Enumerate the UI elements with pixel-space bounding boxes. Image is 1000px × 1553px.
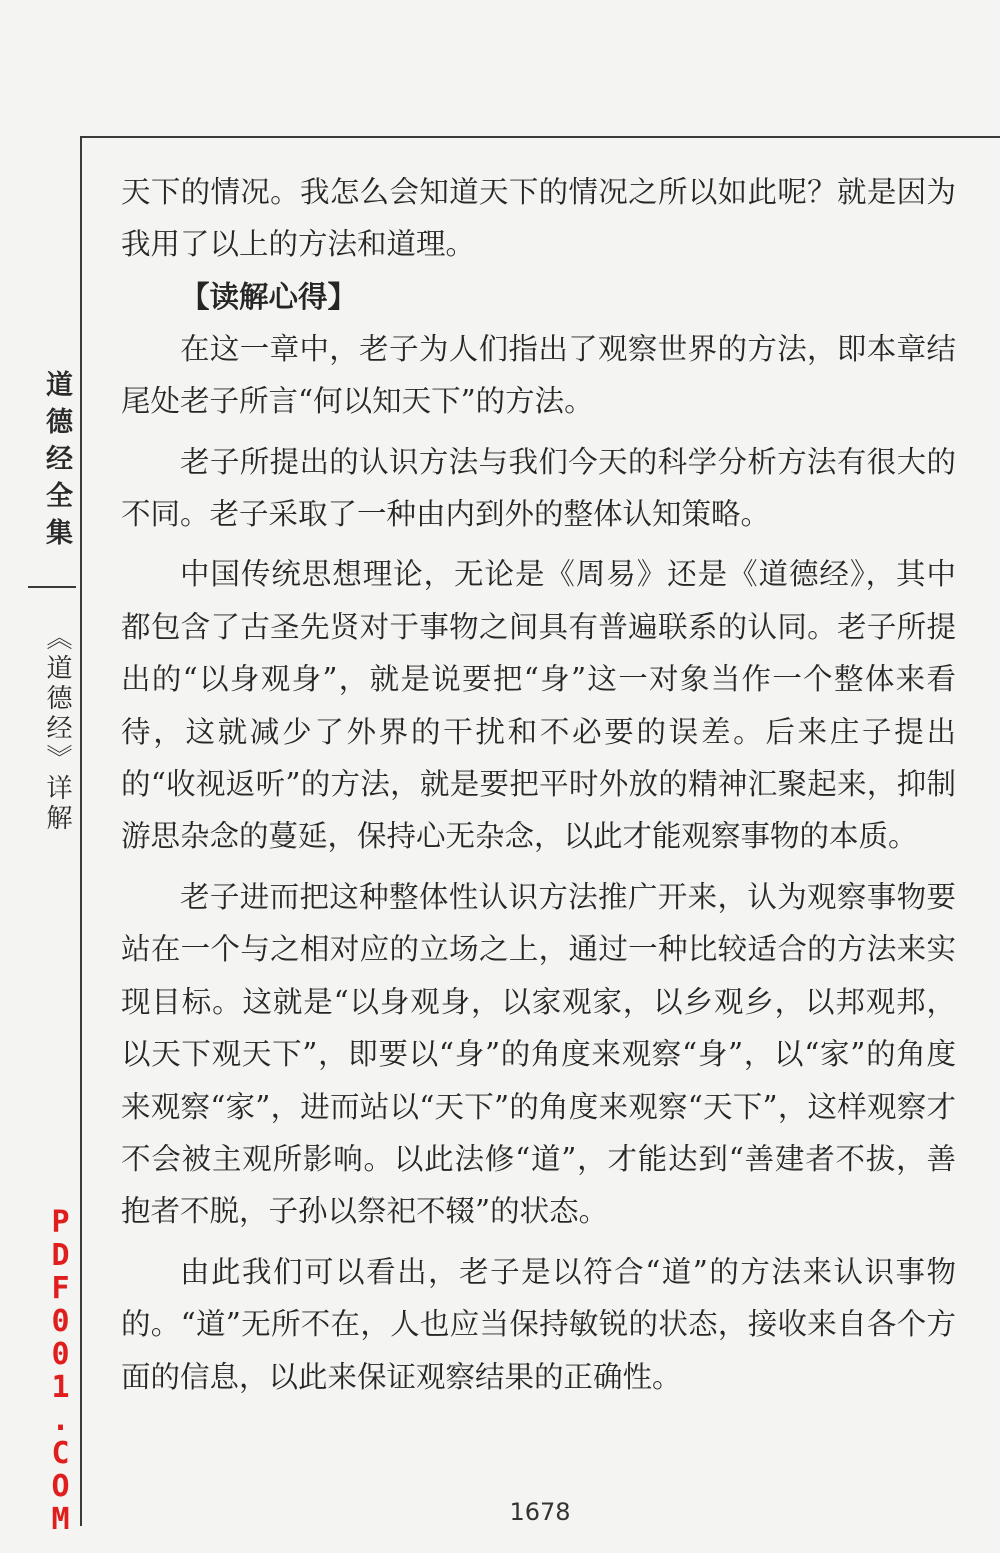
running-section-title: 《道德经》详解	[42, 624, 72, 834]
body-paragraph: 在这一章中，老子为人们指出了观察世界的方法，即本章结尾处老子所言“何以知天下”的方法。	[121, 331, 956, 419]
body-paragraph: 老子所提出的认识方法与我们今天的科学分析方法有很大的不同。老子采取了一种由内到外的整体认知策略。	[121, 444, 956, 532]
continuation-paragraph: 天下的情况。我怎么会知道天下的情况之所以如此呢？就是因为我用了以上的方法和道理。	[121, 175, 956, 262]
top-border-rule	[80, 136, 1000, 138]
body-paragraph: 中国传统思想理论，无论是《周易》还是《道德经》，其中都包含了古圣先贤对于事物之间具有普遍联系的认同。老子所提出的“以身观身”，就是说要把“身”这一对象当作一个整体来看待，这就减少了外界的干扰和不必要的误差。后来庄子提出的“收视返听”的方法，就是要把平时外放的精神汇聚起来，抑制游思杂念的蔓延，保持心无杂念，以此才能观察事物的本质。	[121, 557, 956, 854]
main-text	[121, 166, 956, 1403]
body-paragraph: 由此我们可以看出，老子是以符合“道”的方法来认识事物的。“道”无所不在，人也应当保持敏锐的状态，接收来自各个方面的信息，以此来保证观察结果的正确性。	[121, 1254, 956, 1394]
left-border-rule	[80, 136, 82, 1526]
section-heading: 【读解心得】	[180, 278, 358, 314]
margin-divider	[28, 586, 76, 588]
body-paragraph: 老子进而把这种整体性认识方法推广开来，认为观察事物要站在一个与之相对应的立场之上，通过一种比较适合的方法来实现目标。这就是“以身观身，以家观家，以乡观乡，以邦观邦，以天下观天下”，即要以“身”的角度来观察“身”，以“家”的角度来观察“家”，进而站以“天下”的角度来观察“天下”，这样观察才不会被主观所影响。以此法修“道”，才能达到“善建者不拔，善抱者不脱，子孙以祭祀不辍”的状态。	[121, 879, 956, 1229]
watermark: PDF001.COM	[43, 1205, 78, 1535]
running-book-title: 道德经全集	[41, 370, 72, 555]
page-number: 1678	[509, 1498, 571, 1526]
